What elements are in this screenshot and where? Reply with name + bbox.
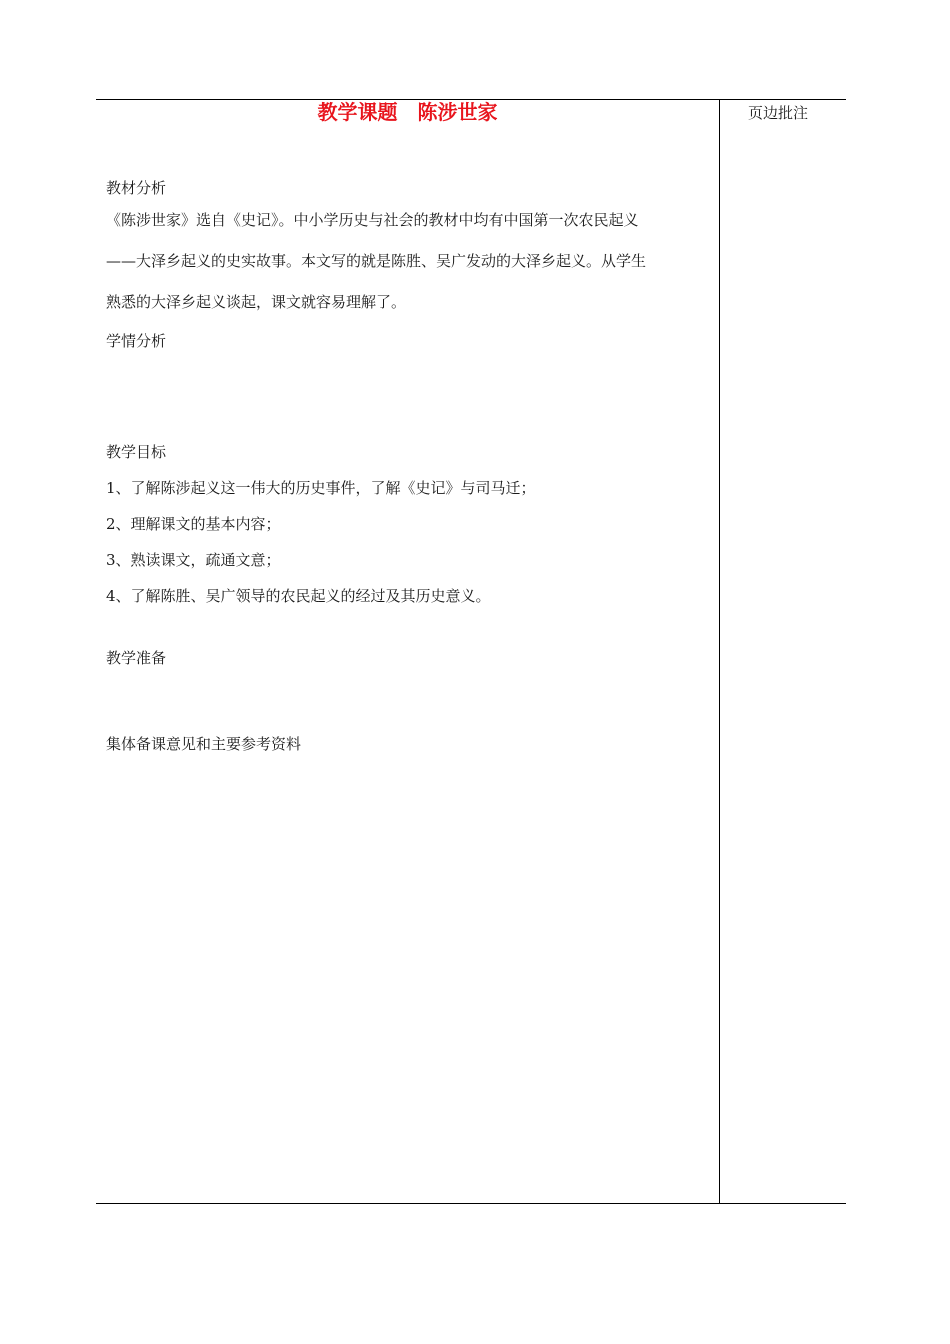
references-heading: 集体备课意见和主要参考资料 xyxy=(106,735,302,753)
margin-column-divider xyxy=(719,99,720,1203)
materials-line: 《陈涉世家》选自《史记》。中小学历史与社会的教材中均有中国第一次农民起义 xyxy=(106,211,639,229)
materials-line: ——大泽乡起义的史实故事。本文写的就是陈胜、吴广发动的大泽乡起义。从学生 xyxy=(106,252,647,270)
bottom-rule xyxy=(96,1203,846,1204)
title-label: 教学课题 xyxy=(317,100,398,124)
page-title xyxy=(96,98,719,126)
materials-paragraph xyxy=(106,200,712,323)
students-heading: 学情分析 xyxy=(106,332,167,350)
goals-heading: 教学目标 xyxy=(106,443,167,461)
preparation-heading: 教学准备 xyxy=(106,649,167,667)
goal-item: 3、熟读课文，疏通文意； xyxy=(106,551,281,569)
margin-note-header: 页边批注 xyxy=(748,104,809,122)
goal-item: 1、了解陈涉起义这一伟大的历史事件，了解《史记》与司马迁； xyxy=(106,479,536,497)
materials-heading: 教材分析 xyxy=(106,179,167,197)
goal-item: 2、理解课文的基本内容； xyxy=(106,515,281,533)
materials-line: 熟悉的大泽乡起义谈起，课文就容易理解了。 xyxy=(106,293,407,311)
title-subject: 陈涉世家 xyxy=(417,100,498,124)
goal-item: 4、了解陈胜、吴广领导的农民起义的经过及其历史意义。 xyxy=(106,587,491,605)
